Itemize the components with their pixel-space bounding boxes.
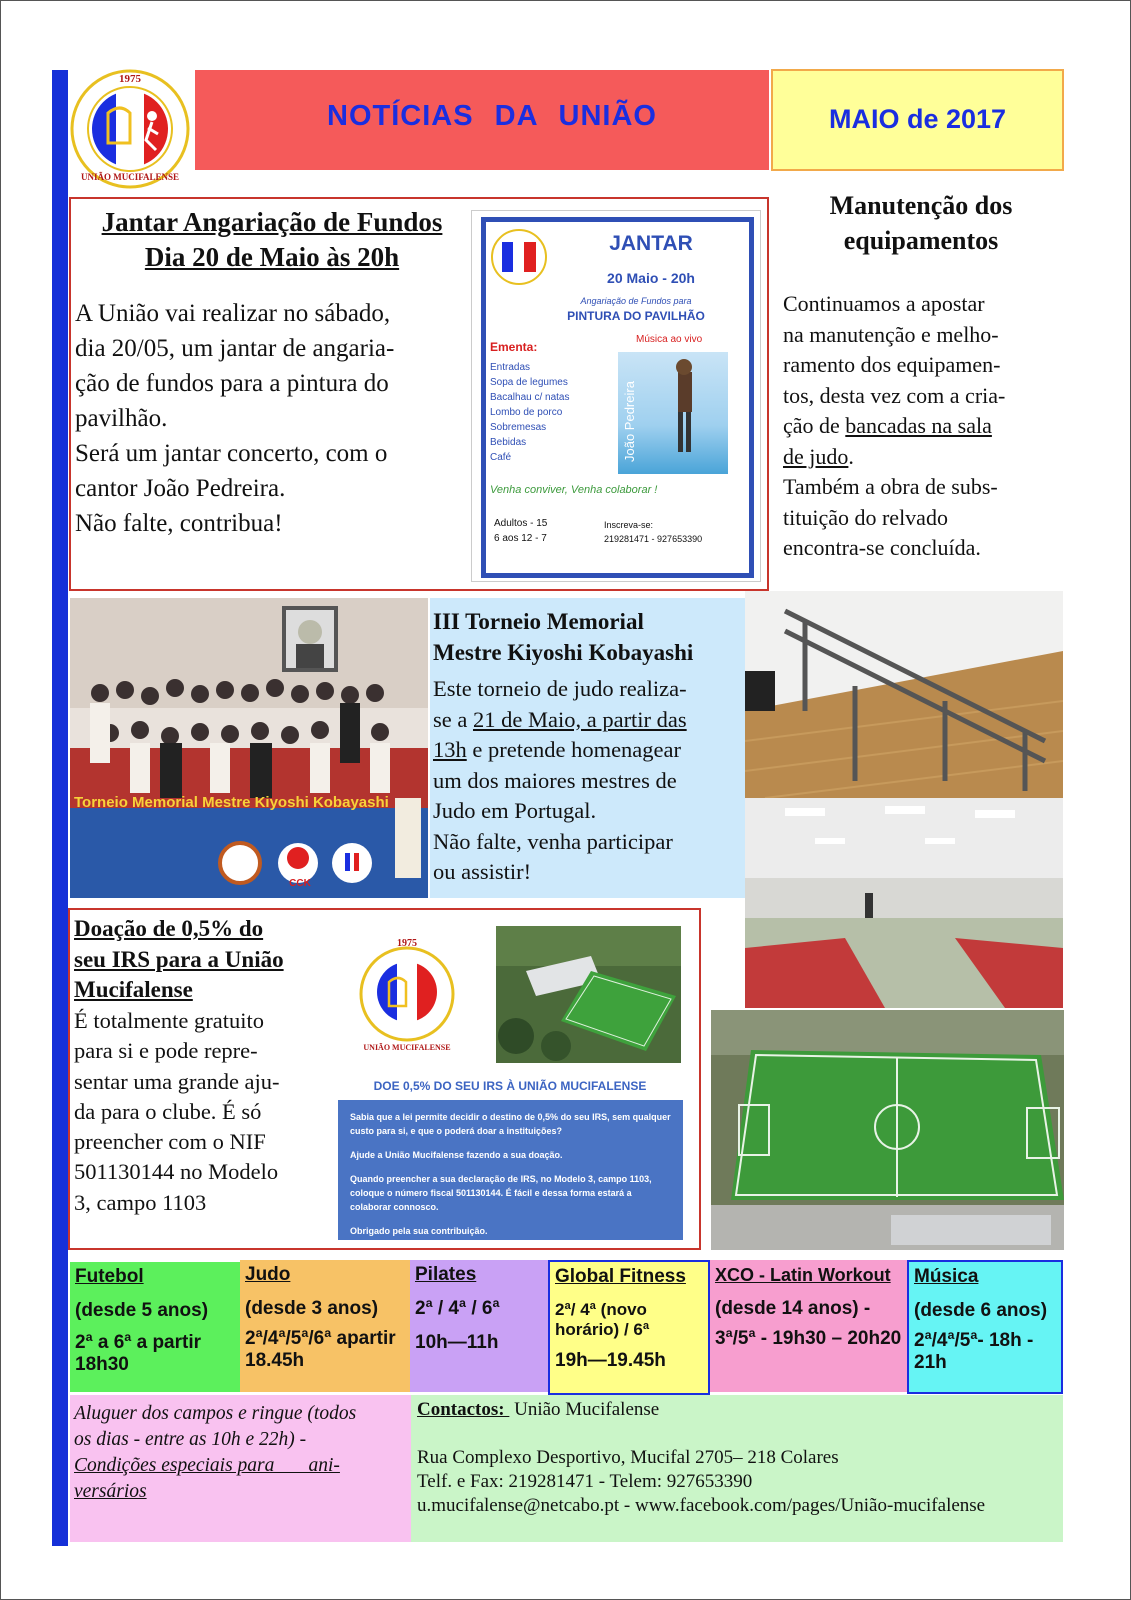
poster-menu-item: Sopa de legumes <box>490 377 568 388</box>
poster-slogan: Venha conviver, Venha colaborar ! <box>490 484 658 496</box>
poster-price-kids: 6 aos 12 - 7 <box>494 533 547 544</box>
activity-judo <box>240 1260 410 1392</box>
poster-menu-item: Bacalhau c/ natas <box>490 392 570 403</box>
activity-xco-latin-workout <box>710 1260 907 1392</box>
cck-label: CCK <box>289 878 311 889</box>
issue-date: MAIO de 2017 <box>828 104 1007 134</box>
bench-photo <box>745 591 1063 798</box>
tournament-title-line1: III Torneio Memorial <box>433 609 644 634</box>
tournament-highlight: 21 de Maio, a partir das <box>472 706 687 732</box>
stadium-aerial-photo <box>496 926 681 1063</box>
maintenance-line: tos, desta vez com a cria- <box>783 382 1006 408</box>
maintenance-text: . <box>848 443 854 469</box>
poster-heading: JANTAR <box>609 232 693 255</box>
activity-futebol <box>70 1262 240 1392</box>
tournament-line <box>433 735 745 766</box>
activity-name: Música <box>914 1266 979 1287</box>
irs-info-panel <box>338 1100 683 1240</box>
poster-signup-phones: 219281471 - 927653390 <box>604 534 703 544</box>
judo-hall-photo <box>745 798 1063 1008</box>
activity-schedule: 19h—19.45h <box>555 1350 666 1371</box>
maintenance-text: ção de <box>783 413 846 438</box>
activity-info: (desde 6 anos) <box>914 1300 1048 1321</box>
activity-name: Pilates <box>415 1264 477 1285</box>
maintenance-line: na manutenção e melho- <box>783 321 999 347</box>
dinner-poster-inner <box>481 217 754 578</box>
activity-name: Global Fitness <box>555 1266 686 1287</box>
activity-pilates <box>410 1260 548 1392</box>
maintenance-line: tituição do relvado <box>783 504 948 530</box>
activity-name: Futebol <box>75 1266 144 1287</box>
poster-menu <box>490 360 570 465</box>
dinner-title-line2: Dia 20 de Maio às 20h <box>144 242 400 272</box>
irs-line: É totalmente gratuito <box>74 1008 264 1033</box>
poster-menu-item: Bebidas <box>490 437 527 448</box>
irs-title <box>74 914 334 1006</box>
logo-name: UNIÃO MUCIFALENSE <box>80 172 180 182</box>
maintenance-highlight: de judo <box>783 443 849 469</box>
tournament-line: ou assistir! <box>433 859 532 884</box>
poster-menu-item: Entradas <box>490 362 531 373</box>
tournament-body <box>433 674 745 888</box>
activity-name: XCO - Latin Workout <box>715 1265 891 1285</box>
contacts-label: Contactos: <box>417 1399 510 1420</box>
activity-info: (desde 14 anos) - <box>715 1298 871 1319</box>
poster-menu-item: Sobremesas <box>490 422 547 433</box>
activity-schedule: 2ª a 6ª a partir 18h30 <box>75 1332 202 1375</box>
maintenance-line: encontra-se concluída. <box>783 535 981 560</box>
activity-info: 2ª/ 4ª (novo horário) / 6ª <box>555 1300 650 1339</box>
dinner-line: Será um jantar concerto, com o <box>75 440 388 467</box>
irs-panel-text: Sabia que a lei permite decidir o destino de 0,5% do seu IRS, sem qualquer custo para si, e que o poderá doar a instituições? <box>350 1112 671 1136</box>
left-blue-bar <box>52 70 68 1546</box>
maintenance-title-line1: Manutenção dos <box>829 191 1013 220</box>
poster-menu-label: Ementa: <box>490 340 538 354</box>
irs-line: sentar uma grande aju- <box>74 1068 280 1094</box>
dinner-line: pavilhão. <box>75 405 168 432</box>
irs-club-logo <box>357 932 457 1057</box>
maintenance-title-line2: equipamentos <box>843 226 999 255</box>
tournament-text: e pretende homenagear <box>466 737 682 762</box>
activity-schedule: 2ª/4ª/5ª/6ª apartir 18.45h <box>245 1328 396 1371</box>
poster-signup <box>604 518 702 546</box>
irs-line: para si e pode repre- <box>74 1038 258 1064</box>
dinner-line: ção de fundos para a pintura do <box>75 370 389 397</box>
poster-date: 20 Maio - 20h <box>607 270 695 286</box>
poster-signup-label: Inscreva-se: <box>604 520 654 530</box>
tournament-line: Não falte, venha participar <box>433 828 673 854</box>
dinner-title-line1: Jantar Angariação de Fundos <box>101 207 443 237</box>
rental-line: Aluguer dos campos e ringue (todos <box>74 1403 357 1424</box>
dinner-line: dia 20/05, um jantar de angaria- <box>75 335 395 362</box>
dinner-line: Não falte, contribua! <box>75 510 283 537</box>
irs-line: da para o clube. É só <box>74 1098 262 1124</box>
irs-panel-text: Ajude a União Mucifalense fazendo a sua doação. <box>350 1150 563 1160</box>
rental-line: os dias - entre as 10h e 22h) - <box>74 1429 307 1450</box>
poster-subtitle: Angariação de Fundos para <box>580 296 692 306</box>
tournament-group-photo <box>70 598 428 898</box>
logo-year: 1975 <box>119 73 141 85</box>
activity-global-fitness <box>548 1260 710 1395</box>
contacts-name: União Mucifalense <box>514 1399 660 1420</box>
contacts-header <box>417 1398 1062 1422</box>
tournament-line <box>433 705 745 736</box>
irs-panel-text: Obrigado pela sua contribuição. <box>350 1226 488 1236</box>
maintenance-line: Também a obra de subs- <box>783 474 998 499</box>
tournament-highlight: 13h <box>433 737 467 762</box>
activity-info: (desde 3 anos) <box>245 1298 379 1319</box>
tournament-line: Judo em Portugal. <box>433 798 597 823</box>
poster-menu-item: Lombo de porco <box>490 407 563 418</box>
tournament-text: se a <box>433 706 473 732</box>
irs-logo-name: UNIÃO MUCIFALENSE <box>363 1043 451 1052</box>
activity-info: (desde 5 anos) <box>75 1300 209 1321</box>
tournament-title <box>433 606 745 668</box>
maintenance-line: ramento dos equipamen- <box>783 352 1001 377</box>
maintenance-highlight: bancadas na sala <box>845 413 992 438</box>
tournament-title-line2: Mestre Kiyoshi Kobayashi <box>433 640 694 665</box>
rental-line: Condições especiais para ani- <box>74 1455 340 1476</box>
maintenance-body <box>783 289 1063 564</box>
dinner-body <box>75 296 465 541</box>
irs-logo-year: 1975 <box>397 938 417 949</box>
irs-title-line3: Mucifalense <box>74 977 193 1002</box>
activity-info: 2ª / 4ª / 6ª <box>415 1298 500 1319</box>
activity-schedule: 2ª/4ª/5ª- 18h - 21h <box>914 1330 1034 1373</box>
poster-logo <box>490 228 548 286</box>
poster-prices <box>494 516 547 546</box>
dinner-title <box>72 205 472 275</box>
page-title: NOTÍCIAS DA UNIÃO <box>327 100 657 132</box>
activity-name: Judo <box>245 1264 291 1285</box>
dinner-line: A União vai realizar no sábado, <box>75 300 391 327</box>
photo-caption: Torneio Memorial Mestre Kiyoshi Kobayashi <box>74 794 389 811</box>
singer-photo <box>618 352 728 474</box>
poster-music: Música ao vivo <box>636 334 703 345</box>
activity-musica <box>907 1260 1063 1394</box>
dinner-line: cantor João Pedreira. <box>75 475 286 502</box>
irs-line: 3, campo 1103 <box>74 1189 207 1215</box>
contacts-phones: Telf. e Fax: 219281471 - Telem: 927653390 <box>417 1471 753 1492</box>
poster-purpose: PINTURA DO PAVILHÃO <box>567 309 705 323</box>
maintenance-title <box>776 188 1066 258</box>
irs-line: 501130144 no Modelo <box>74 1159 279 1185</box>
irs-body <box>74 1006 336 1218</box>
singer-name: João Pedreira <box>622 381 637 462</box>
poster-menu-item: Café <box>490 452 512 463</box>
contacts-text <box>417 1398 1062 1518</box>
irs-line: preencher com o NIF <box>74 1129 266 1155</box>
irs-title-line2: seu IRS para a União <box>74 946 284 972</box>
irs-title-line1: Doação de 0,5% do <box>74 916 264 941</box>
maintenance-line <box>783 411 1063 442</box>
tournament-line: Este torneio de judo realiza- <box>433 676 687 701</box>
contacts-web[interactable]: u.mucifalense@netcabo.pt - www.facebook.com/pages/União-mucifalense <box>417 1495 986 1516</box>
activity-schedule: 10h—11h <box>415 1332 499 1353</box>
activity-schedule: 3ª/5ª - 19h30 – 20h20 <box>715 1328 902 1349</box>
rental-line: versários <box>74 1481 147 1502</box>
maintenance-line <box>783 442 1063 473</box>
maintenance-line: Continuamos a apostar <box>783 291 985 316</box>
football-field-photo <box>711 1010 1064 1250</box>
club-logo <box>68 68 192 190</box>
contacts-address: Rua Complexo Desportivo, Mucifal 2705– 218 Colares <box>417 1447 839 1468</box>
tournament-line: um dos maiores mestres de <box>433 767 677 793</box>
rental-text <box>74 1401 406 1505</box>
irs-panel-text: Quando preencher a sua declaração de IRS, no Modelo 3, campo 1103, coloque o número fiscal 501130144. É fácil e dessa forma estará a colaborar connosco. <box>350 1174 652 1212</box>
irs-poster-heading: DOE 0,5% DO SEU IRS À UNIÃO MUCIFALENSE <box>373 1079 647 1093</box>
poster-price-adults: Adultos - 15 <box>494 518 548 529</box>
